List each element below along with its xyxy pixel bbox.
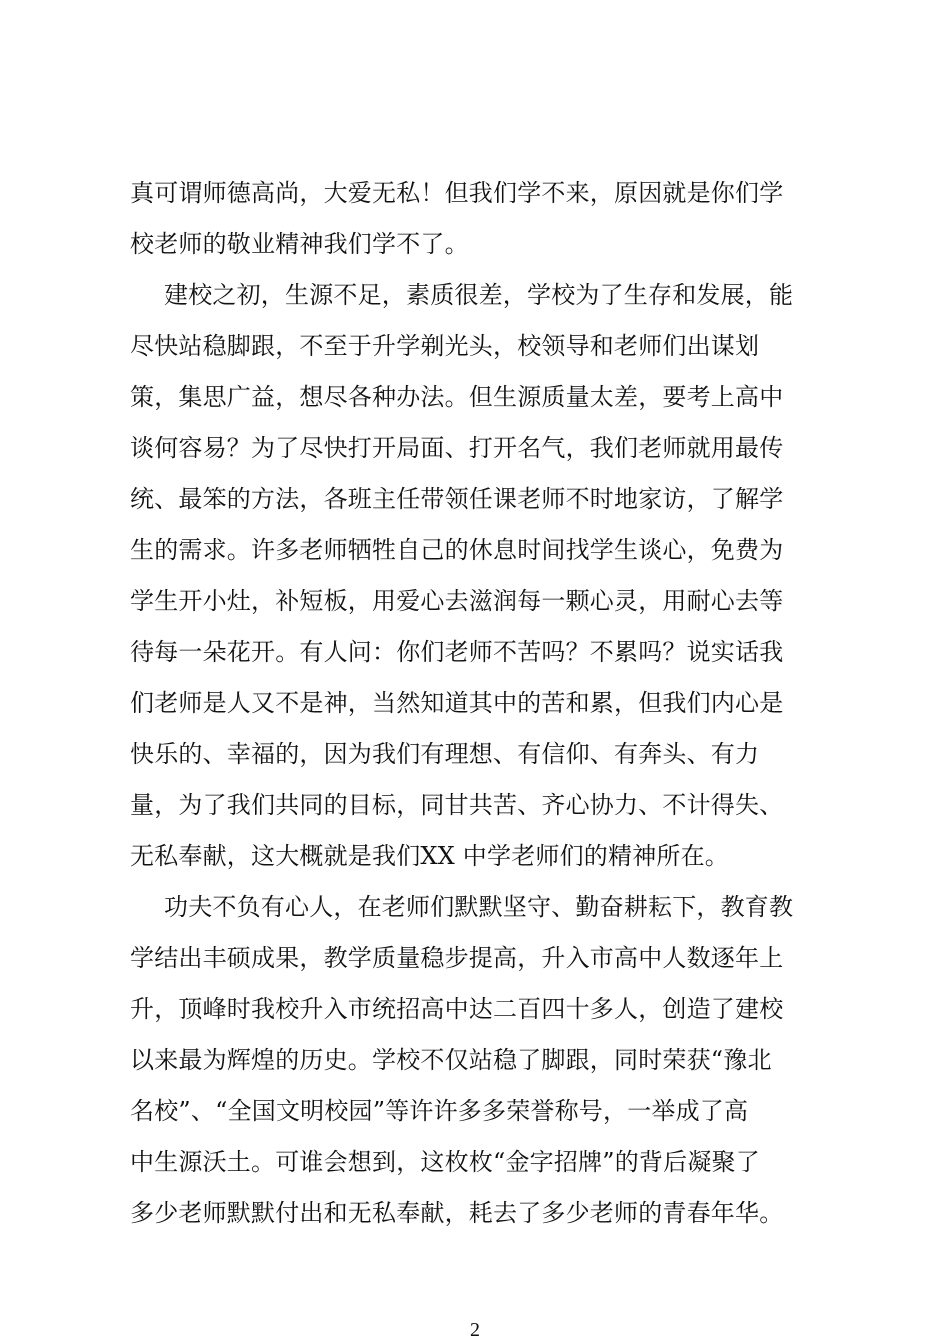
text-line: 升，顶峰时我校升入市统招高中达二百四十多人，创造了建校 [130, 995, 784, 1023]
text-line: 谈何容易？为了尽快打开局面、打开名气，我们老师就用最传 [130, 434, 784, 462]
text-line: 生的需求。许多老师牺牲自己的休息时间找学生谈心，免费为 [130, 536, 784, 564]
text-line: 名校”、“全国文明校园”等许许多多荣誉称号，一举成了高 [130, 1097, 749, 1125]
paragraph-first-line: 功夫不负有心人，在老师们默默坚守、勤奋耕耘下，教育教 [164, 893, 794, 921]
text-line: 策，集思广益，想尽各种办法。但生源质量太差，要考上高中 [130, 383, 784, 411]
body-text [130, 168, 830, 1239]
text-line: 真可谓师德高尚，大爱无私！但我们学不来，原因就是你们学 [130, 179, 784, 207]
text-line: 统、最笨的方法，各班主任带领任课老师不时地家访，了解学 [130, 485, 784, 513]
text-line: 学结出丰硕成果，教学质量稳步提高，升入市高中人数逐年上 [130, 944, 784, 972]
text-line: 待每一朵花开。有人问：你们老师不苦吗？不累吗？说实话我 [130, 638, 784, 666]
text-line: 无私奉献，这大概就是我们XX 中学老师们的精神所在。 [130, 842, 729, 870]
text-line: 以来最为辉煌的历史。学校不仅站稳了脚跟，同时荣获“豫北 [130, 1046, 772, 1074]
text-line: 校老师的敬业精神我们学不了。 [130, 230, 469, 258]
text-line: 中生源沃土。可谁会想到，这枚枚“金字招牌”的背后凝聚了 [130, 1148, 760, 1176]
page-number: 2 [470, 1319, 480, 1341]
text-line: 快乐的、幸福的，因为我们有理想、有信仰、有奔头、有力 [130, 740, 760, 768]
text-line: 尽快站稳脚跟，不至于升学剃光头，校领导和老师们出谋划 [130, 332, 760, 360]
text-line: 多少老师默默付出和无私奉献，耗去了多少老师的青春年华。 [130, 1199, 784, 1227]
paragraph-first-line: 建校之初，生源不足，素质很差，学校为了生存和发展，能 [164, 281, 794, 309]
text-line: 们老师是人又不是神，当然知道其中的苦和累，但我们内心是 [130, 689, 784, 717]
text-line: 量，为了我们共同的目标，同甘共苦、齐心协力、不计得失、 [130, 791, 784, 819]
text-line: 学生开小灶，补短板，用爱心去滋润每一颗心灵，用耐心去等 [130, 587, 784, 615]
